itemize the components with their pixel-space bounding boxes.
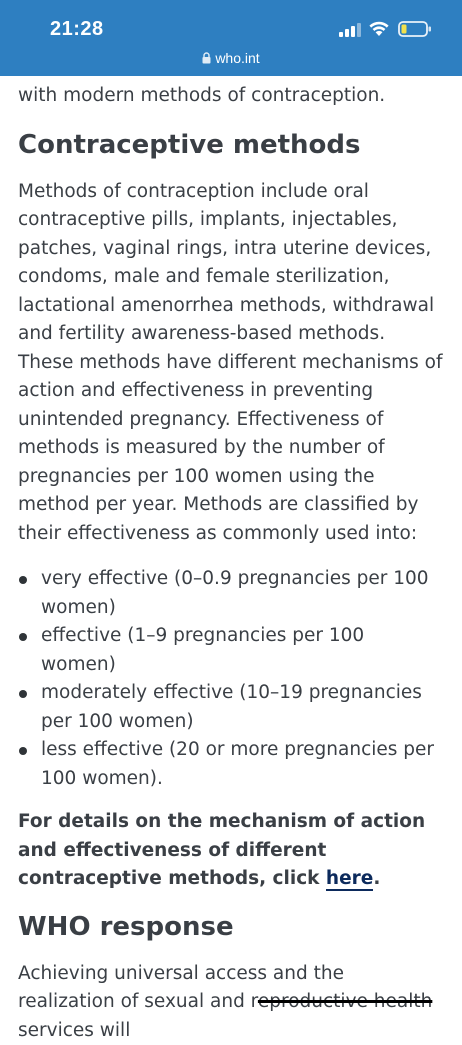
signal-strength-icon (339, 23, 361, 37)
status-bar (0, 0, 462, 76)
details-paragraph (18, 808, 444, 894)
details-text: For details on the mechanism of action and effectiveness of different contraceptive methods, click (18, 811, 425, 889)
list-item: very effective (0–0.9 pregnancies per 100 women) (18, 565, 444, 622)
section-heading-who-response: WHO response (18, 910, 444, 944)
who-response-paragraph (18, 960, 444, 1045)
intro-line: with modern methods of contraception. (18, 82, 444, 111)
struck-text: eproductive health (258, 991, 432, 1012)
battery-icon (398, 21, 432, 37)
clock: 21:28 (50, 18, 104, 41)
section-heading-contraceptive-methods: Contraceptive methods (18, 128, 444, 162)
para-start: Achieving universal access and the realization of sexual and r (18, 963, 344, 1013)
lock-icon (202, 52, 211, 64)
url-text: who.int (215, 50, 259, 66)
details-end: . (373, 868, 380, 889)
address-bar[interactable] (0, 50, 462, 66)
methods-paragraph: Methods of contraception include oral contraceptive pills, implants, injectables, patches, vaginal rings, intra uterine devices, condoms, male and female sterilization, lactational amenorrhea methods, withdrawal and fertility awareness-based methods. These methods have different mechanisms of action and effectiveness in preventing unintended pregnancy. Effectiveness of methods is measured by the number of pregnancies per 100 women using the method per year. Methods are classified by their effectiveness as commonly used into: (18, 178, 444, 549)
list-item: effective (1–9 pregnancies per 100 women) (18, 622, 444, 679)
list-item: less effective (20 or more pregnancies per 100 women). (18, 736, 444, 793)
article-content (18, 82, 444, 1045)
here-link[interactable]: here (326, 868, 373, 891)
wifi-icon (368, 20, 390, 37)
effectiveness-list (18, 565, 444, 793)
para-end: services will (18, 1020, 130, 1041)
list-item: moderately effective (10–19 pregnancies per 100 women) (18, 679, 444, 736)
